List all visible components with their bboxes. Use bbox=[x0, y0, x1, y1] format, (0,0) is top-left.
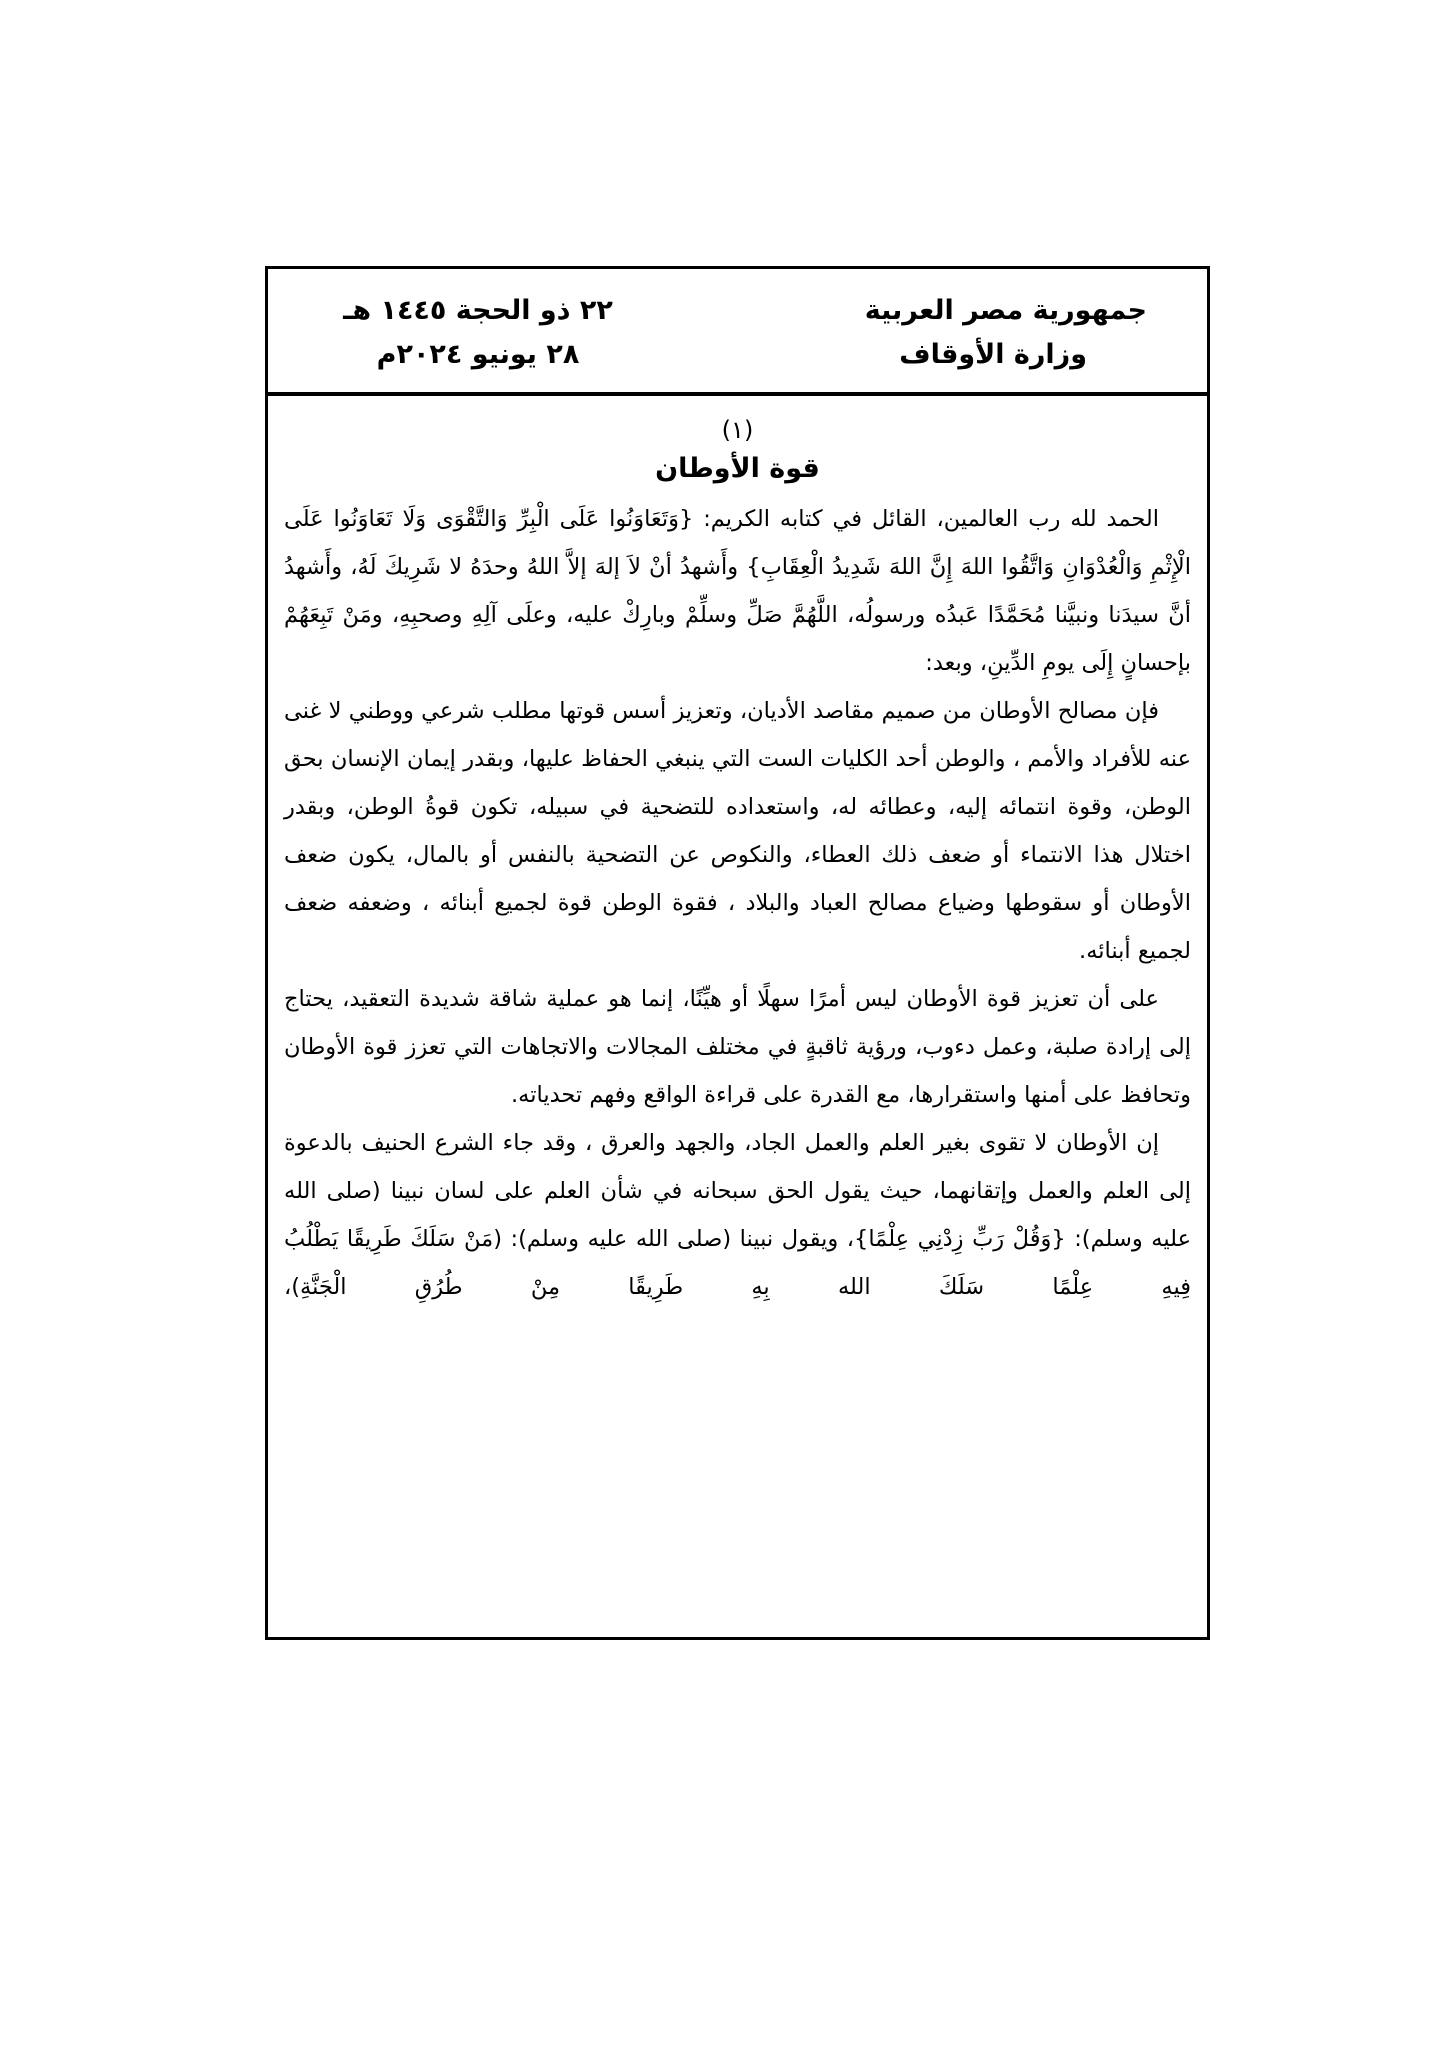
country-name: جمهورية مصر العربية bbox=[864, 295, 1147, 326]
paragraph-strengthening: على أن تعزيز قوة الأوطان ليس أمرًا سهلًا أو هيِّنًا، إنما هو عملية شاقة شديدة التعقيد، يحتاج إلى إرادة صلبة، وعمل دءوب، ورؤية ثاقبةٍ في مختلف المجالات والاتجاهات التي تعزز قوة الأوطان وتحافظ على أمنها واستقرارها، مع القدرة على قراءة الواقع وفهم تحدياته. bbox=[284, 986, 1191, 1108]
paragraph-opening: الحمد لله رب العالمين، القائل في كتابه الكريم: {وَتَعَاوَنُوا عَلَى الْبِرِّ وَالتَّقْوَى وَلَا تَعَاوَنُوا عَلَى الْإِثْمِ وَالْعُدْوَانِ وَاتَّقُوا اللهَ إِنَّ اللهَ شَدِيدُ الْعِقَابِ} وأَشهدُ أنْ لاَ إلهَ إلاَّ اللهُ وحدَهُ لا شَرِيكَ لَهُ، وأَشهدُ أنَّ سيدَنا ونبيَّنا مُحَمَّدًا عَبدُه ورسولُه، اللَّهُمَّ صَلِّ وسلِّمْ وبارِكْ عليه، وعلَى آلِهِ وصحبِهِ، ومَنْ تَبِعَهُمْ بإحسانٍ إِلَى يومِ الدِّينِ، وبعد: bbox=[284, 506, 1191, 676]
sermon-number: (١) bbox=[721, 416, 754, 444]
paragraph-homeland-interests: فإن مصالح الأوطان من صميم مقاصد الأديان، وتعزيز أسس قوتها مطلب شرعي ووطني لا غنى عنه للأفراد والأمم ، والوطن أحد الكليات الست التي ينبغي الحفاظ عليها، وبقدر إيمان الإنسان بحق الوطن، وقوة انتمائه إليه، وعطائه له، واستعداده للتضحية في سبيله، تكون قوةُ الوطن، وبقدر اختلال هذا الانتماء أو ضعف ذلك العطاء، والنكوص عن التضحية بالنفس أو بالمال، يكون ضعف الأوطان أو سقوطها وضياع مصالح العباد والبلاد ، فقوة الوطن قوة لجميع أبنائه ، وضعفه ضعف لجميع أبنائه. bbox=[284, 698, 1191, 964]
paragraph-knowledge-work: إن الأوطان لا تقوى بغير العلم والعمل الجاد، والجهد والعرق ، وقد جاء الشرع الحنيف بالدعوة إلى العلم والعمل وإتقانهما، حيث يقول الحق سبحانه في شأن العلم على لسان نبينا (صلى الله عليه وسلم): {وَقُلْ رَبِّ زِدْنِي عِلْمًا}، ويقول نبينا (صلى الله عليه وسلم): (مَنْ سَلَكَ طَرِيقًا يَطْلُبُ فِيهِ عِلْمًا سَلَكَ الله بِهِ طَرِيقًا مِنْ طُرُقِ الْجَنَّةِ)، bbox=[284, 1130, 1191, 1300]
date-block bbox=[308, 289, 648, 377]
ministry-name: وزارة الأوقاف bbox=[899, 339, 1087, 370]
issuer-block bbox=[787, 289, 1147, 377]
document-frame bbox=[265, 266, 1210, 1640]
gregorian-date: ٢٨ يونيو ٢٠٢٤م bbox=[376, 339, 580, 370]
document-header bbox=[268, 269, 1207, 396]
sermon-body bbox=[284, 413, 1191, 1311]
hijri-date: ٢٢ ذو الحجة ١٤٤٥ هـ bbox=[343, 295, 613, 326]
sermon-title: قوة الأوطان bbox=[655, 453, 820, 484]
